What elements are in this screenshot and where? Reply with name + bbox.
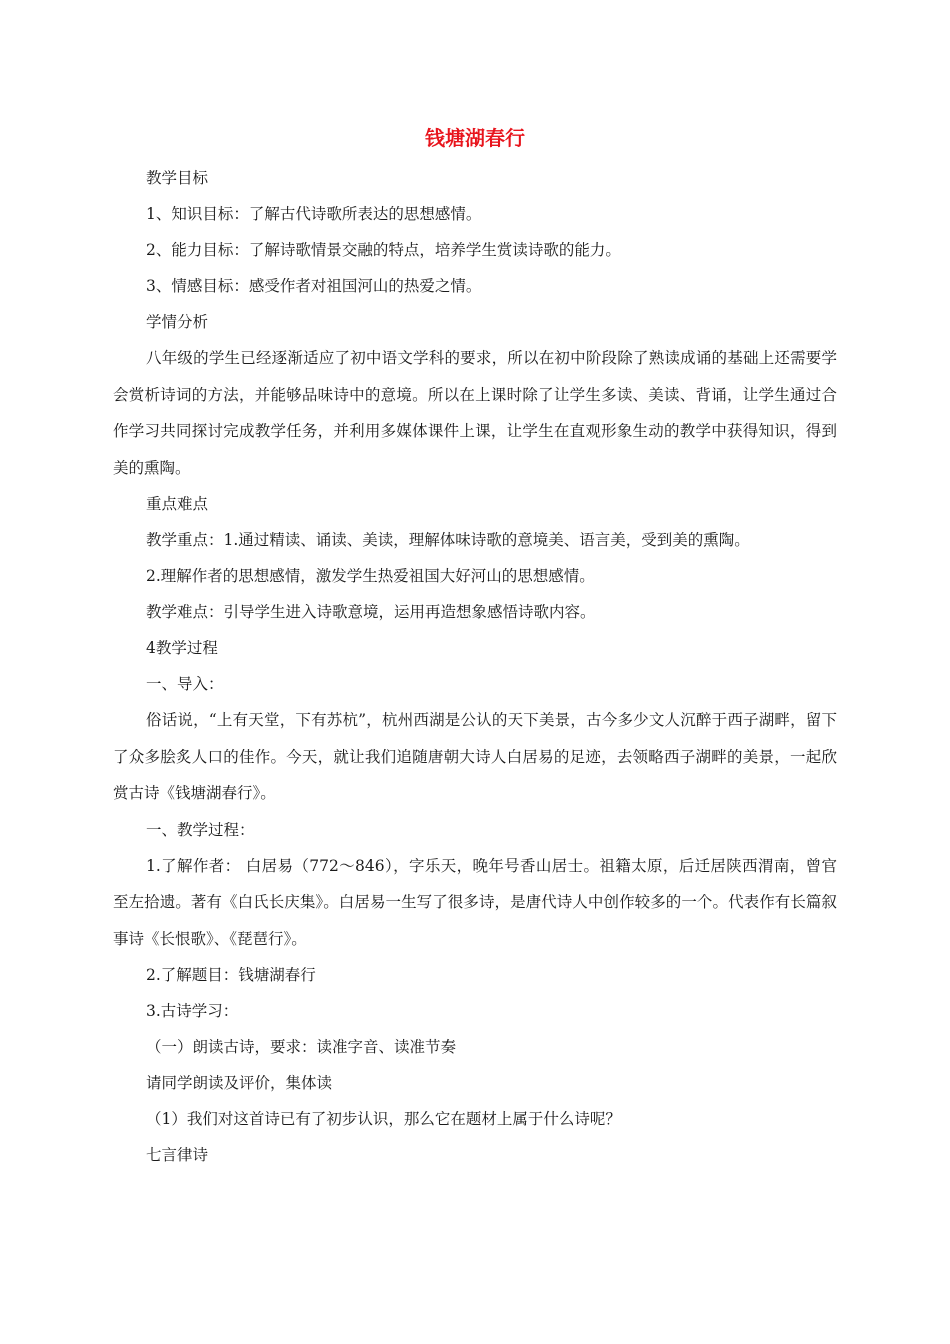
question-1: （1）我们对这首诗已有了初步认识，那么它在题材上属于什么诗呢？ (146, 1110, 621, 1128)
step-poem-study: 3.古诗学习： (146, 1002, 239, 1020)
step-title: 2.了解题目：钱塘湖春行 (146, 966, 316, 984)
section-heading-analysis: 学情分析 (146, 313, 209, 331)
document-body (113, 160, 837, 1173)
difficult-point: 教学难点：引导学生进入诗歌意境，运用再造想象感悟诗歌内容。 (146, 603, 596, 621)
step-reading: （一）朗读古诗，要求：读准字音、读准节奏 (146, 1038, 457, 1056)
objective-knowledge: 1、知识目标：了解古代诗歌所表达的思想感情。 (146, 205, 482, 223)
objective-emotion: 3、情感目标：感受作者对祖国河山的热爱之情。 (146, 277, 482, 295)
objective-ability: 2、能力目标：了解诗歌情景交融的特点，培养学生赏读诗歌的能力。 (146, 241, 621, 259)
analysis-paragraph: 八年级的学生已经逐渐适应了初中语文学科的要求，所以在初中阶段除了熟读成诵的基础上还需要学会赏析诗词的方法，并能够品味诗中的意境。所以在上课时除了让学生多读、美读、背诵，让学生通过合作学习共同探讨完成教学任务，并利用多媒体课件上课，让学生在直观形象生动的教学中获得知识，得到美的熏陶。 (113, 349, 837, 477)
document-title: 钱塘湖春行 (425, 126, 525, 150)
key-point-1: 教学重点：1.通过精读、诵读、美读，理解体味诗歌的意境美、语言美，受到美的熏陶。 (146, 531, 750, 549)
step-reading-evaluation: 请同学朗读及评价，集体读 (146, 1074, 333, 1092)
section-heading-process: 4教学过程 (146, 639, 218, 657)
section-heading-key-points: 重点难点 (146, 495, 209, 513)
answer-1: 七言律诗 (146, 1146, 209, 1164)
introduction-paragraph: 俗话说，“上有天堂，下有苏杭”，杭州西湖是公认的天下美景，古今多少文人沉醉于西子湖畔，留下了众多脍炙人口的佳作。今天，就让我们追随唐朝大诗人白居易的足迹，去领略西子湖畔的美景，一起欣赏古诗《钱塘湖春行》。 (113, 711, 837, 802)
author-paragraph: 1.了解作者： 白居易（772～846），字乐天，晚年号香山居士。祖籍太原，后迁居陕西渭南，曾官至左拾遗。著有《白氏长庆集》。白居易一生写了很多诗，是唐代诗人中创作较多的一个。代表作有长篇叙事诗《长恨歌》、《琵琶行》。 (113, 856, 837, 948)
section-heading-objectives: 教学目标 (146, 169, 209, 187)
subheading-introduction: 一、导入： (146, 675, 224, 693)
key-point-2: 2.理解作者的思想感情，激发学生热爱祖国大好河山的思想感情。 (146, 567, 595, 585)
subheading-teaching-process: 一、教学过程： (146, 820, 255, 839)
